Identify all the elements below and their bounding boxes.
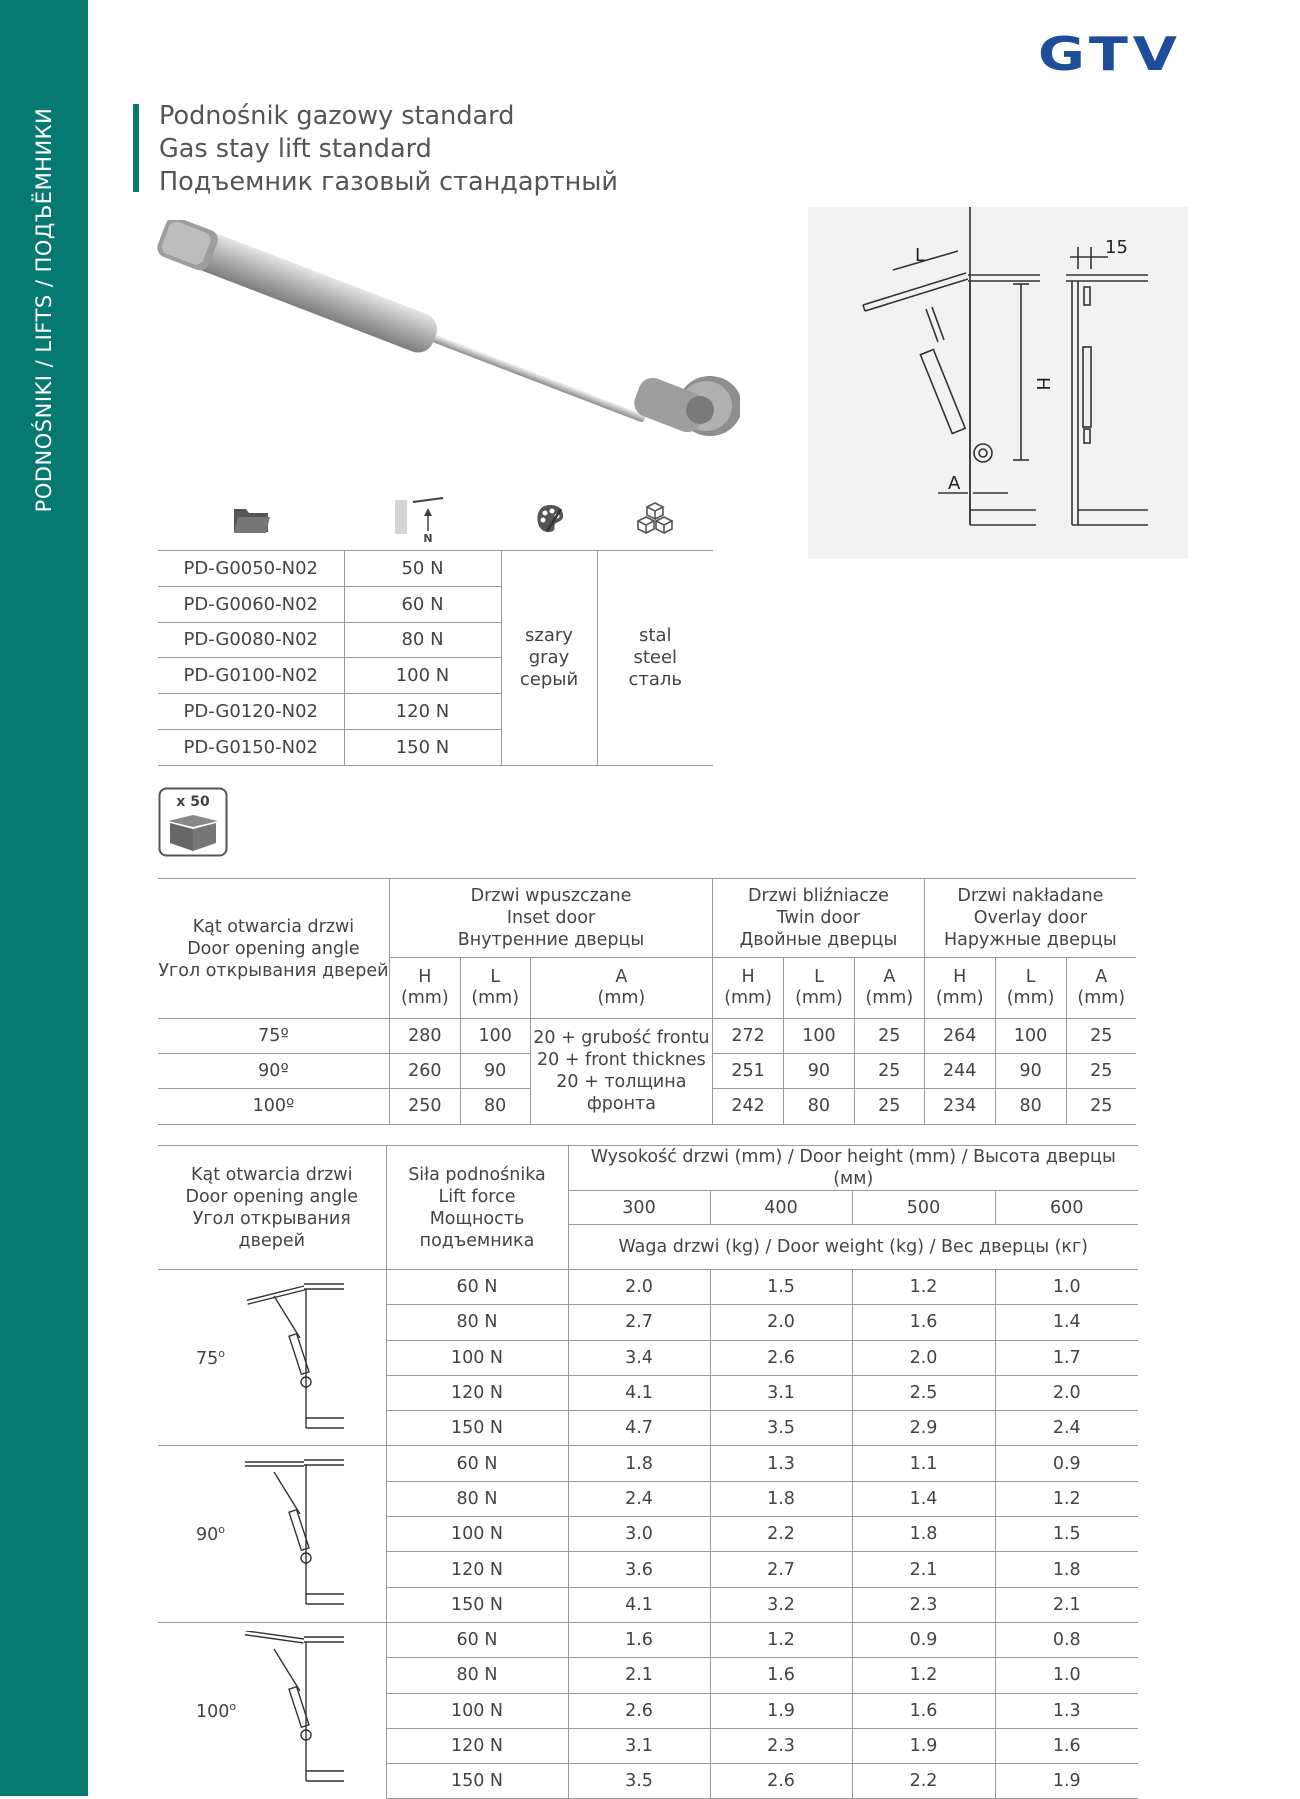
lift-force-header — [386, 1146, 568, 1270]
col-header-letter: L — [814, 967, 824, 987]
door-weight-value: 2.5 — [852, 1375, 995, 1410]
col-header-l — [460, 958, 530, 1019]
door-weight-value: 2.7 — [568, 1305, 710, 1340]
door-weight-value: 2.2 — [852, 1764, 995, 1799]
lift-force-value: 80 N — [386, 1305, 568, 1340]
twin-header-pl: Drzwi bliźniacze — [748, 886, 889, 906]
material-en: steel — [633, 646, 678, 668]
force-header-ru1: Мощность — [429, 1208, 525, 1229]
col-header-a — [854, 958, 924, 1019]
product-force: 80 N — [344, 622, 501, 658]
door-weight-value: 3.1 — [568, 1728, 710, 1763]
color-ru: серый — [519, 668, 579, 690]
angle-label — [196, 1700, 236, 1722]
lift-force-value: 80 N — [386, 1481, 568, 1516]
door-weight-value: 0.9 — [852, 1622, 995, 1657]
degree-sign: o — [229, 1700, 237, 1714]
angle-cell — [158, 1622, 386, 1798]
door-weight-value: 1.2 — [852, 1658, 995, 1693]
opening-dimensions-table — [158, 878, 1136, 1125]
twin-value: 25 — [854, 1019, 924, 1054]
material-value — [597, 551, 713, 766]
overlay-value: 264 — [924, 1019, 995, 1054]
diagram-label-l: L — [915, 245, 926, 266]
door-weight-value: 4.1 — [568, 1375, 710, 1410]
angle-header-en: Door opening angle — [187, 938, 360, 959]
door-weight-value: 2.3 — [852, 1587, 995, 1622]
angle-label — [196, 1523, 225, 1545]
angle-header-pl: Kąt otwarcia drzwi — [191, 1164, 353, 1185]
table-row — [158, 1622, 1138, 1657]
lift-force-value: 120 N — [386, 1375, 568, 1410]
door-weight-value: 4.7 — [568, 1411, 710, 1446]
degree-sign: o — [218, 1346, 226, 1360]
door-weight-value: 1.7 — [995, 1340, 1138, 1375]
package-label: x 50 — [176, 794, 210, 810]
door-weight-value: 3.0 — [568, 1517, 710, 1552]
door-weight-header: Waga drzwi (kg) / Door weight (kg) / Вес дверцы (кг) — [568, 1225, 1138, 1270]
inset-a — [530, 1019, 712, 1125]
door-weight-value: 1.3 — [995, 1693, 1138, 1728]
lift-force-value: 120 N — [386, 1728, 568, 1763]
door-weight-value: 2.6 — [710, 1764, 852, 1799]
product-code: PD-G0050-N02 — [158, 551, 344, 587]
lift-force-value: 100 N — [386, 1340, 568, 1375]
page-title — [159, 100, 618, 199]
col-header-unit: (mm) — [1077, 988, 1126, 1008]
door-weight-value: 1.0 — [995, 1658, 1138, 1693]
angle-header-ru: Угол открывания дверей — [192, 1208, 351, 1251]
door-weight-value: 1.2 — [995, 1481, 1138, 1516]
door-weight-value: 4.1 — [568, 1587, 710, 1622]
overlay-value: 100 — [995, 1019, 1066, 1054]
angle-cell: 75º — [158, 1019, 389, 1054]
door-weight-value: 2.4 — [568, 1481, 710, 1516]
twin-header-en: Twin door — [776, 908, 861, 928]
angle-value: 90 — [196, 1525, 219, 1546]
lift-force-value: 60 N — [386, 1446, 568, 1481]
table-row — [158, 1019, 1136, 1054]
door-weight-value: 2.9 — [852, 1411, 995, 1446]
inset-h: 260 — [389, 1054, 460, 1089]
lift-force-value: 100 N — [386, 1693, 568, 1728]
col-header-letter: A — [1095, 967, 1108, 987]
door-weight-value: 1.9 — [710, 1693, 852, 1728]
door-weight-value: 2.6 — [568, 1693, 710, 1728]
door-weight-value: 2.1 — [852, 1552, 995, 1587]
lift-force-value: 150 N — [386, 1587, 568, 1622]
angle-label — [196, 1347, 225, 1369]
product-code: PD-G0150-N02 — [158, 729, 344, 765]
table-row — [158, 551, 713, 587]
table-row — [158, 1270, 1138, 1305]
col-header-unit: (mm) — [471, 988, 520, 1008]
inset-l: 100 — [460, 1019, 530, 1054]
col-header-unit: (mm) — [1006, 988, 1055, 1008]
col-header-letter: A — [883, 967, 896, 987]
inset-a-line: 20 + grubość frontu — [533, 1028, 710, 1049]
overlay-value: 25 — [1066, 1019, 1136, 1054]
lift-force-value: 80 N — [386, 1658, 568, 1693]
col-header-unit: (mm) — [795, 988, 843, 1008]
opening-angle-diagram — [240, 1454, 350, 1614]
gtv-logo — [1037, 30, 1183, 74]
angle-header-ru: Угол открывания дверей — [158, 960, 389, 981]
door-weight-value: 1.8 — [568, 1446, 710, 1481]
inset-header-pl: Drzwi wpuszczane — [470, 886, 632, 906]
cubes-icon — [636, 501, 674, 537]
diagram-label-h: H — [1032, 377, 1053, 391]
overlay-value: 80 — [995, 1089, 1066, 1124]
angle-header-en: Door opening angle — [185, 1186, 358, 1207]
product-force: 150 N — [344, 729, 501, 765]
title-en: Gas stay lift standard — [159, 134, 432, 164]
col-header-letter: H — [418, 967, 432, 987]
door-height-value: 500 — [852, 1191, 995, 1225]
door-weight-value: 1.8 — [852, 1517, 995, 1552]
opening-angle-diagram — [240, 1278, 350, 1438]
gas-lift-product-image — [150, 220, 740, 460]
twin-value: 25 — [854, 1089, 924, 1124]
door-weight-value: 3.5 — [568, 1764, 710, 1799]
door-weight-value: 0.9 — [995, 1446, 1138, 1481]
col-header-unit: (mm) — [724, 988, 772, 1008]
door-weight-value: 0.8 — [995, 1622, 1138, 1657]
door-weight-value: 1.4 — [995, 1305, 1138, 1340]
door-weight-value: 3.2 — [710, 1587, 852, 1622]
door-weight-value: 1.0 — [995, 1270, 1138, 1305]
diagram-label-a: A — [948, 473, 961, 494]
door-weight-value: 2.1 — [568, 1658, 710, 1693]
door-weight-table — [158, 1145, 1138, 1799]
palette-icon — [535, 503, 565, 535]
inset-a-line: 20 + front thicknes — [536, 1050, 706, 1071]
col-header-unit: (mm) — [400, 988, 449, 1008]
lift-force-value: 100 N — [386, 1517, 568, 1552]
col-header-letter: L — [1025, 967, 1036, 987]
product-code: PD-G0060-N02 — [158, 586, 344, 622]
lift-force-value: 60 N — [386, 1622, 568, 1657]
product-codes-table — [158, 550, 713, 766]
col-header-h — [713, 958, 784, 1019]
twin-value: 251 — [713, 1054, 784, 1089]
angle-cell: 90º — [158, 1054, 389, 1089]
product-force: 100 N — [344, 658, 501, 694]
overlay-value: 25 — [1066, 1089, 1136, 1124]
diagram-label-15: 15 — [1105, 237, 1128, 258]
sidebar — [0, 0, 88, 1796]
col-header-h — [389, 958, 460, 1019]
door-height-header: Wysokość drzwi (mm) / Door height (mm) / Высота дверцы (мм) — [568, 1146, 1138, 1191]
twin-value: 80 — [784, 1089, 855, 1124]
overlay-header-en: Overlay door — [973, 908, 1088, 928]
door-weight-value: 2.1 — [995, 1587, 1138, 1622]
overlay-door-header — [924, 879, 1136, 958]
door-height-value: 300 — [568, 1191, 710, 1225]
twin-value: 90 — [784, 1054, 855, 1089]
twin-header-ru: Двойные дверцы — [739, 930, 898, 950]
door-weight-value: 3.5 — [710, 1411, 852, 1446]
inset-a-line: 20 + толщина фронта — [556, 1072, 687, 1115]
twin-value: 242 — [713, 1089, 784, 1124]
col-header-letter: A — [615, 967, 628, 987]
door-weight-value: 2.3 — [710, 1728, 852, 1763]
inset-h: 250 — [389, 1089, 460, 1124]
overlay-header-pl: Drzwi nakładane — [957, 886, 1104, 906]
door-weight-value: 1.8 — [710, 1481, 852, 1516]
door-weight-value: 2.6 — [710, 1340, 852, 1375]
product-force: 120 N — [344, 694, 501, 730]
angle-cell: 100º — [158, 1089, 389, 1124]
color-pl: szary — [525, 624, 573, 646]
door-weight-value: 2.7 — [710, 1552, 852, 1587]
table-row — [158, 1446, 1138, 1481]
door-weight-value: 1.5 — [710, 1270, 852, 1305]
inset-l: 90 — [460, 1054, 530, 1089]
installation-diagram — [808, 207, 1188, 559]
door-weight-value: 1.5 — [995, 1517, 1138, 1552]
door-weight-value: 1.1 — [852, 1446, 995, 1481]
force-header-en: Lift force — [438, 1186, 516, 1207]
inset-h: 280 — [389, 1019, 460, 1054]
force-header-pl: Siła podnośnika — [408, 1164, 546, 1185]
twin-value: 25 — [854, 1054, 924, 1089]
angle-header — [158, 879, 389, 1019]
col-header-letter: H — [953, 967, 967, 987]
angle-header — [158, 1146, 386, 1270]
force-arrow-icon — [393, 496, 445, 542]
inset-l: 80 — [460, 1089, 530, 1124]
door-height-value: 400 — [710, 1191, 852, 1225]
product-code: PD-G0100-N02 — [158, 658, 344, 694]
door-weight-value: 1.9 — [852, 1728, 995, 1763]
door-weight-value: 3.4 — [568, 1340, 710, 1375]
lift-force-value: 60 N — [386, 1270, 568, 1305]
folder-icon — [232, 505, 272, 535]
product-code: PD-G0080-N02 — [158, 622, 344, 658]
overlay-header-ru: Наружные дверцы — [944, 930, 1117, 950]
door-weight-value: 1.8 — [995, 1552, 1138, 1587]
twin-value: 100 — [784, 1019, 855, 1054]
door-weight-value: 1.6 — [995, 1728, 1138, 1763]
twin-door-header — [713, 879, 925, 958]
angle-cell — [158, 1446, 386, 1622]
angle-value: 75 — [196, 1348, 219, 1369]
svg-text:N: N — [423, 532, 433, 542]
col-header-letter: L — [490, 967, 501, 987]
overlay-value: 234 — [924, 1089, 995, 1124]
col-header-l — [784, 958, 855, 1019]
door-height-value: 600 — [995, 1191, 1138, 1225]
sidebar-label: PODNOŚNIKI / LIFTS / ПОДЪЁМНИКИ — [32, 107, 56, 513]
lift-force-value: 150 N — [386, 1764, 568, 1799]
door-weight-value: 1.2 — [852, 1270, 995, 1305]
product-force: 50 N — [344, 551, 501, 587]
color-value — [501, 551, 597, 766]
col-header-a — [1066, 958, 1136, 1019]
col-header-unit: (mm) — [597, 988, 646, 1008]
angle-value: 100 — [196, 1701, 230, 1722]
color-en: gray — [528, 646, 570, 668]
door-weight-value: 1.3 — [710, 1446, 852, 1481]
door-weight-value: 1.6 — [568, 1622, 710, 1657]
door-weight-value: 2.0 — [710, 1305, 852, 1340]
door-weight-value: 1.6 — [710, 1658, 852, 1693]
col-header-a — [530, 958, 712, 1019]
col-header-l — [995, 958, 1066, 1019]
door-weight-value: 2.0 — [995, 1375, 1138, 1410]
force-header-ru2: подъемника — [419, 1230, 535, 1251]
door-weight-value: 2.0 — [852, 1340, 995, 1375]
title-pl: Podnośnik gazowy standard — [159, 101, 515, 131]
col-header-h — [924, 958, 995, 1019]
svg-text:GTV: GTV — [1038, 30, 1182, 74]
door-weight-value: 2.2 — [710, 1517, 852, 1552]
material-pl: stal — [639, 624, 672, 646]
door-weight-value: 1.6 — [852, 1693, 995, 1728]
door-weight-value: 1.9 — [995, 1764, 1138, 1799]
overlay-value: 25 — [1066, 1054, 1136, 1089]
material-ru: сталь — [628, 668, 683, 690]
lift-force-value: 120 N — [386, 1552, 568, 1587]
degree-sign: o — [218, 1523, 226, 1537]
door-weight-value: 2.4 — [995, 1411, 1138, 1446]
lift-force-value: 150 N — [386, 1411, 568, 1446]
inset-header-en: Inset door — [506, 908, 596, 928]
title-ru: Подъемник газовый стандартный — [159, 167, 618, 197]
door-weight-value: 1.6 — [852, 1305, 995, 1340]
col-header-letter: H — [741, 967, 755, 987]
overlay-value: 90 — [995, 1054, 1066, 1089]
title-accent-bar — [133, 104, 139, 192]
col-header-unit: (mm) — [935, 988, 984, 1008]
inset-door-header — [389, 879, 712, 958]
twin-value: 272 — [713, 1019, 784, 1054]
door-weight-value: 3.1 — [710, 1375, 852, 1410]
product-code: PD-G0120-N02 — [158, 694, 344, 730]
door-weight-value: 1.2 — [710, 1622, 852, 1657]
overlay-value: 244 — [924, 1054, 995, 1089]
angle-header-pl: Kąt otwarcia drzwi — [192, 916, 355, 937]
door-weight-value: 1.4 — [852, 1481, 995, 1516]
door-weight-value: 2.0 — [568, 1270, 710, 1305]
opening-angle-diagram — [240, 1631, 350, 1791]
product-force: 60 N — [344, 586, 501, 622]
angle-cell — [158, 1270, 386, 1446]
inset-header-ru: Внутренние дверцы — [457, 930, 645, 950]
door-weight-value: 3.6 — [568, 1552, 710, 1587]
col-header-unit: (mm) — [865, 988, 914, 1008]
package-box-icon — [158, 787, 228, 857]
